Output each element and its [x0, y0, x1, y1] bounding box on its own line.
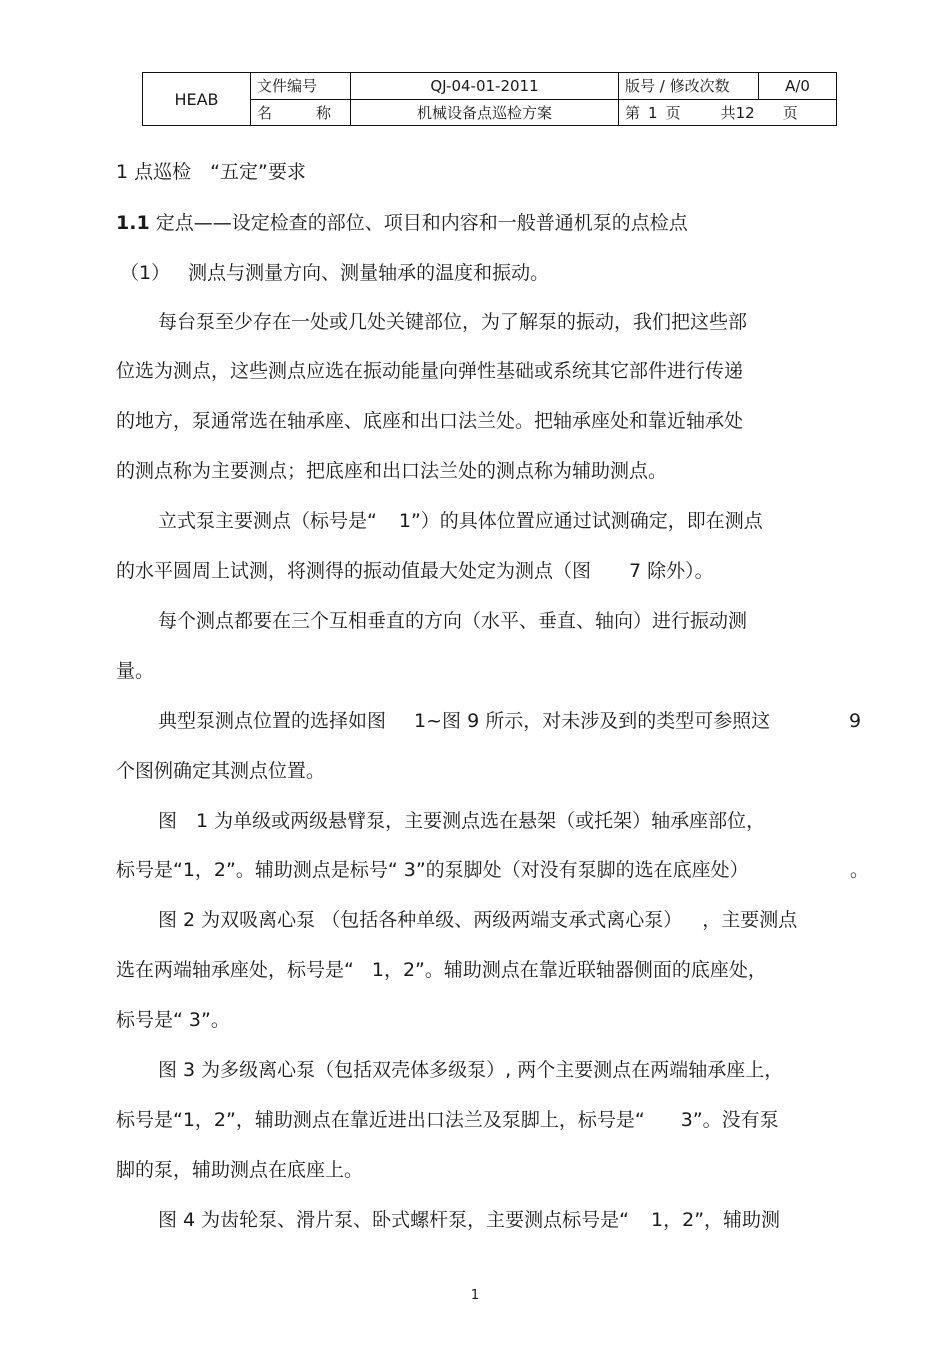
paragraph-3-line-2: 量。: [116, 660, 155, 682]
page-info: 第 1 页 共12 页: [619, 99, 837, 126]
paragraph-6-line-3: 标号是“ 3”。: [116, 1009, 230, 1031]
paragraph-7-line-2: 标号是“1，2”，辅助测点在靠近进出口法兰及泵脚上，标号是“ 3”。没有泵: [116, 1109, 779, 1131]
paragraph-5-line-1: 图 1 为单级或两级悬臂泵，主要测点选在悬架（或托架）轴承座部位，: [158, 810, 766, 832]
paragraph-2-line-1: 立式泵主要测点（标号是“ 1”）的具体位置应通过试测确定，即在测点: [158, 510, 763, 532]
paragraph-6-line-1: 图 2 为双吸离心泵 （包括各种单级、两级两端支承式离心泵） ，主要测点: [158, 909, 798, 931]
name-label: 名 称: [251, 99, 351, 126]
version-label: 版号 / 修改次数: [619, 73, 759, 100]
section-heading-1: 1 点巡检 “五定”要求: [116, 161, 306, 183]
paragraph-2-line-2: 的水平圆周上试测，将测得的振动值最大处定为测点（图 7 除外）。: [116, 560, 714, 582]
document-header-table: [142, 72, 837, 126]
paragraph-7-line-3: 脚的泵，辅助测点在底座上。: [116, 1159, 364, 1181]
paragraph-4-line-1: 典型泵测点位置的选择如图 1~图 9 所示，对未涉及到的类型可参照这: [158, 710, 771, 732]
paragraph-4-line-1-end: 9: [849, 710, 862, 732]
doc-name: 机械设备点巡检方案: [351, 99, 619, 126]
paragraph-7-line-1: 图 3 为多级离心泵（包括双壳体多级泵）, 两个主要测点在两端轴承座上，: [158, 1059, 784, 1081]
paragraph-5-line-2-end: 。: [850, 859, 870, 881]
paragraph-1-line-2: 位选为测点，这些测点应选在振动能量向弹性基础或系统其它部件进行传递: [116, 360, 744, 382]
paragraph-1-line-4: 的测点称为主要测点；把底座和出口法兰处的测点称为辅助测点。: [116, 460, 668, 482]
section-heading-1-1: 1.1 定点——设定检查的部位、项目和内容和一般普通机泵的点检点: [116, 212, 688, 234]
paragraph-5-line-2: 标号是“1，2”。辅助测点是标号“ 3”的泵脚处（对没有泵脚的选在底座处）: [116, 859, 749, 881]
paragraph-8-line-1: 图 4 为齿轮泵、滑片泵、卧式螺杆泵，主要测点标号是“ 1，2”，辅助测: [158, 1209, 781, 1231]
org-code: HEAB: [143, 73, 251, 126]
paragraph-1-line-1: 每台泵至少存在一处或几处关键部位，为了解泵的振动，我们把这些部: [158, 311, 748, 333]
doc-number: QJ-04-01-2011: [351, 73, 619, 100]
doc-number-label: 文件编号: [251, 73, 351, 100]
version-value: A/0: [759, 73, 837, 100]
paragraph-4-line-2: 个图例确定其测点位置。: [116, 760, 326, 782]
list-item-1: （1） 测点与测量方向、测量轴承的温度和振动。: [120, 262, 550, 284]
paragraph-6-line-2: 选在两端轴承座处，标号是“ 1，2”。辅助测点在靠近联轴器侧面的底座处，: [116, 959, 767, 981]
paragraph-3-line-1: 每个测点都要在三个互相垂直的方向（水平、垂直、轴向）进行振动测: [158, 610, 748, 632]
paragraph-1-line-3: 的地方，泵通常选在轴承座、底座和出口法兰处。把轴承座处和靠近轴承处: [116, 410, 744, 432]
page-number: 1: [470, 1288, 480, 1303]
